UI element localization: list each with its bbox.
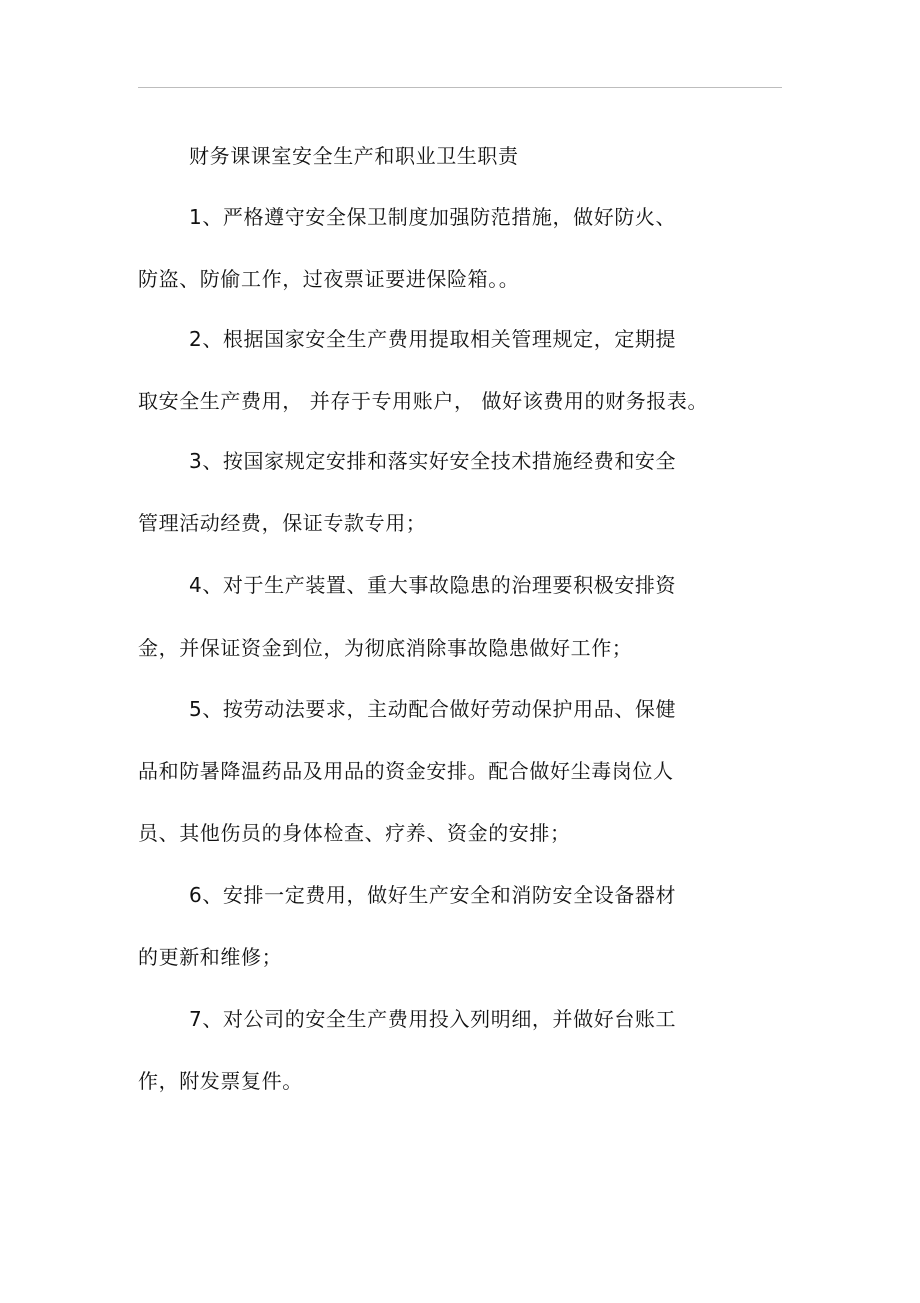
item-2-line-1: 2、根据国家安全生产费用提取相关管理规定，定期提 bbox=[189, 327, 677, 351]
item-1-line-1: 1、严格遵守安全保卫制度加强防范措施，做好防火、 bbox=[189, 205, 677, 229]
item-7-line-1: 7、对公司的安全生产费用投入列明细，并做好台账工 bbox=[189, 1007, 677, 1031]
item-5-line-3: 员、其他伤员的身体检查、疗养、资金的安排； bbox=[138, 821, 571, 845]
item-6-line-1: 6、安排一定费用，做好生产安全和消防安全设备器材 bbox=[189, 883, 677, 907]
item-3-line-2: 管理活动经费，保证专款专用； bbox=[138, 511, 427, 535]
document-title: 财务课课室安全生产和职业卫生职责 bbox=[189, 144, 519, 168]
item-7-line-2: 作，附发票复件。 bbox=[138, 1069, 303, 1093]
item-4-line-2: 金，并保证资金到位，为彻底消除事故隐患做好工作； bbox=[138, 636, 633, 660]
item-2-line-2: 取安全生产费用， 并存于专用账户， 做好该费用的财务报表。 bbox=[138, 389, 709, 413]
item-3-line-1: 3、按国家规定安排和落实好安全技术措施经费和安全 bbox=[189, 449, 677, 473]
header-divider bbox=[138, 87, 782, 88]
item-6-line-2: 的更新和维修； bbox=[138, 945, 283, 969]
item-4-line-1: 4、对于生产装置、重大事故隐患的治理要积极安排资 bbox=[189, 573, 677, 597]
item-5-line-1: 5、按劳动法要求，主动配合做好劳动保护用品、保健 bbox=[189, 697, 677, 721]
item-1-line-2: 防盗、防偷工作，过夜票证要进保险箱。。 bbox=[138, 267, 520, 291]
item-5-line-2: 品和防暑降温药品及用品的资金安排。配合做好尘毒岗位人 bbox=[138, 759, 674, 783]
